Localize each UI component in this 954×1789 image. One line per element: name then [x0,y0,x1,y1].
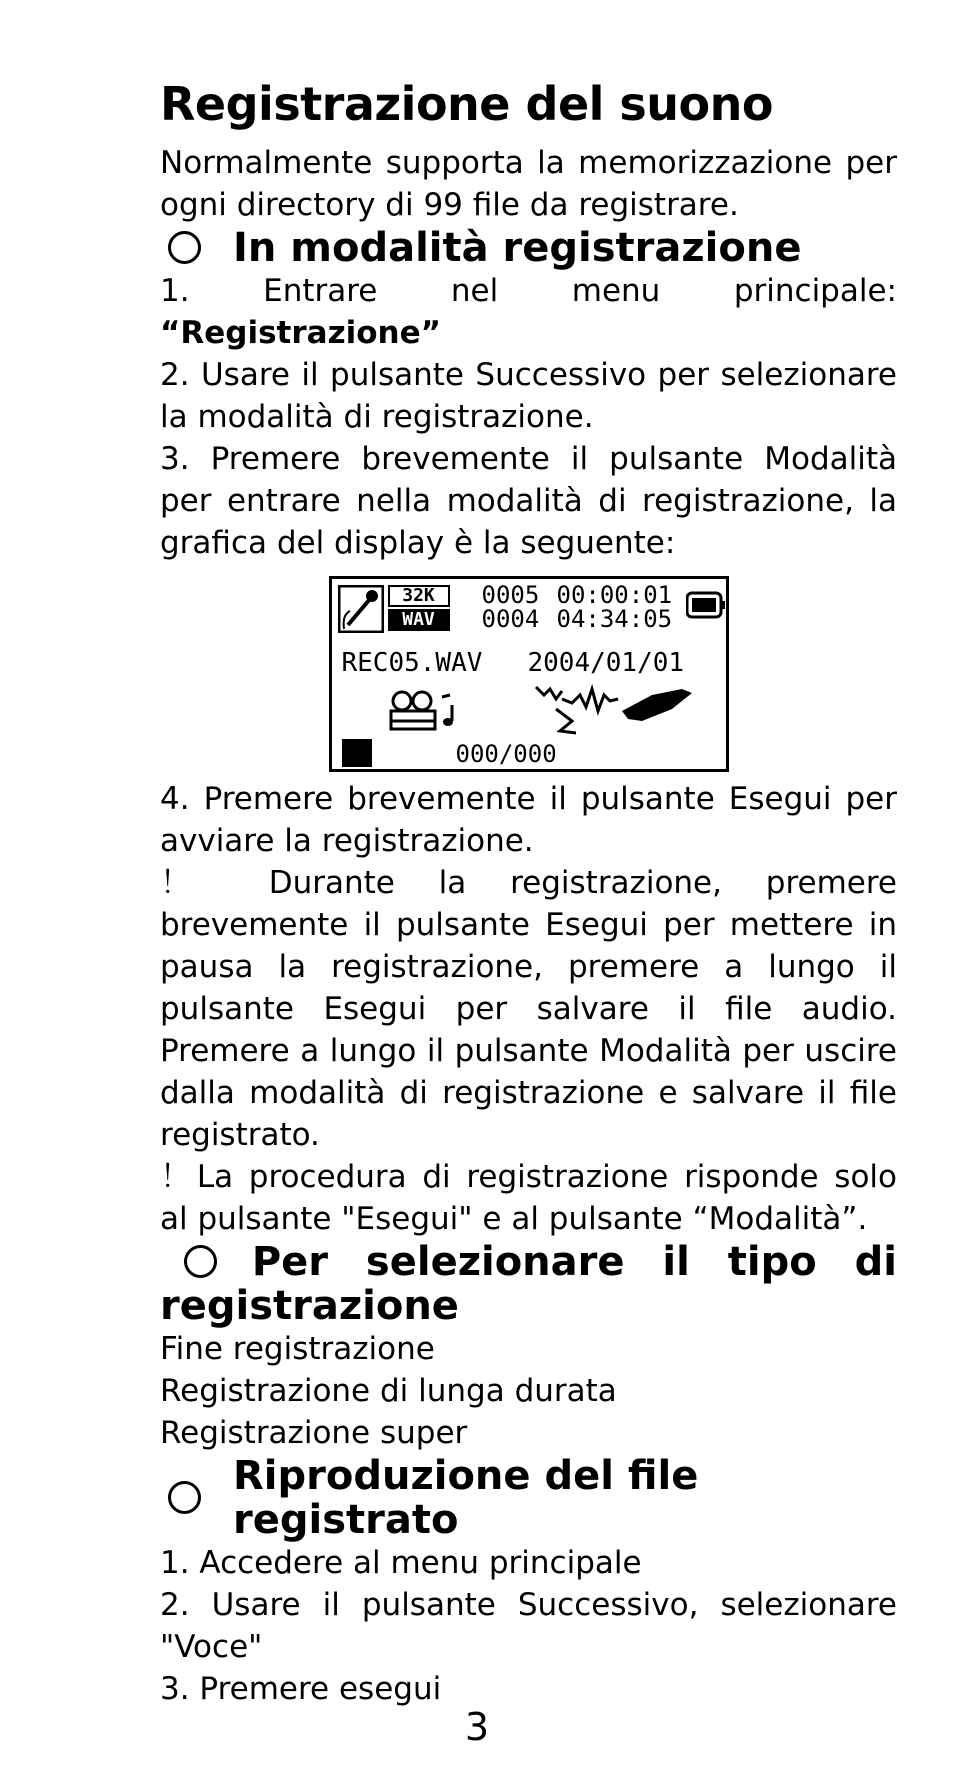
document-page [160,70,897,1710]
step-4-text: 4. Premere brevemente il pulsante Esegui per avviare la registrazione. [160,780,897,859]
step-1-menu-name: “Registrazione” [160,314,441,351]
intro-paragraph: Normalmente supporta la memorizzazione per ogni directory di 99 file da registrare. [160,144,897,223]
time-elapsed: 00:00:01 [556,580,673,609]
playback-step-1: 1. Accedere al menu principale [160,1544,642,1581]
recording-type-option: Fine registrazione [160,1330,435,1367]
time-remaining: 04:34:05 [556,604,673,633]
bullet-circle-icon [168,231,201,264]
waveform-icon [532,681,702,737]
format-badge: WAV [388,609,450,631]
section-heading-text-line1: Per selezionare il tipo di [251,1238,897,1285]
record-mode-icon [388,687,468,733]
bullet-circle-icon [168,1481,201,1514]
section-heading-playback [160,1454,897,1542]
bullet-circle-icon [184,1245,217,1278]
recording-filename: REC05.WAV [341,647,483,678]
lcd-display-illustration [329,576,729,772]
section-heading-recording-mode [160,226,897,270]
step-2-text: 2. Usare il pulsante Successivo per selezionare la modalità di registrazione. [160,356,897,435]
file-count-bottom: 0004 [481,604,540,633]
page-number: 3 [464,1705,490,1749]
progress-counter: 000/000 [455,739,557,768]
bitrate-badge: 32K [388,585,450,607]
step-1-text: 1. Entrare nel menu principale: [160,272,897,309]
file-count-top: 0005 [481,580,540,609]
section-heading-recording-type [160,1240,897,1328]
stop-status-icon [342,739,372,767]
playback-step-2: 2. Usare il pulsante Successivo, selezionare "Voce" [160,1586,897,1665]
note-2-text: ！La procedura di registrazione risponde solo al pulsante "Esegui" e al pulsante “Modalità”. [160,1158,897,1237]
section-heading-text: Riproduzione del file registrato [233,1452,699,1543]
note-1-text: ！ Durante la registrazione, premere brevemente il pulsante Esegui per mettere in pausa la registrazione, premere a lungo il pulsante Esegui per salvare il file audio. Premere a lungo il pulsante Modalità per uscire dalla modalità di registrazione e salvare il file registrato. [160,864,897,1153]
playback-step-3: 3. Premere esegui [160,1670,442,1707]
display-illustration-wrapper [160,576,897,772]
recording-date: 2004/01/01 [527,647,685,678]
recording-type-option: Registrazione super [160,1414,468,1451]
step-3-text: 3. Premere brevemente il pulsante Modalità per entrare nella modalità di registrazione, la grafica del display è la seguente: [160,440,897,561]
page-title: Registrazione del suono [160,77,774,131]
section-heading-text-line2: registrazione [160,1282,459,1329]
microphone-icon [338,585,384,633]
recording-type-option: Registrazione di lunga durata [160,1372,617,1409]
battery-icon [686,591,726,619]
section-heading-text: In modalità registrazione [233,224,802,271]
